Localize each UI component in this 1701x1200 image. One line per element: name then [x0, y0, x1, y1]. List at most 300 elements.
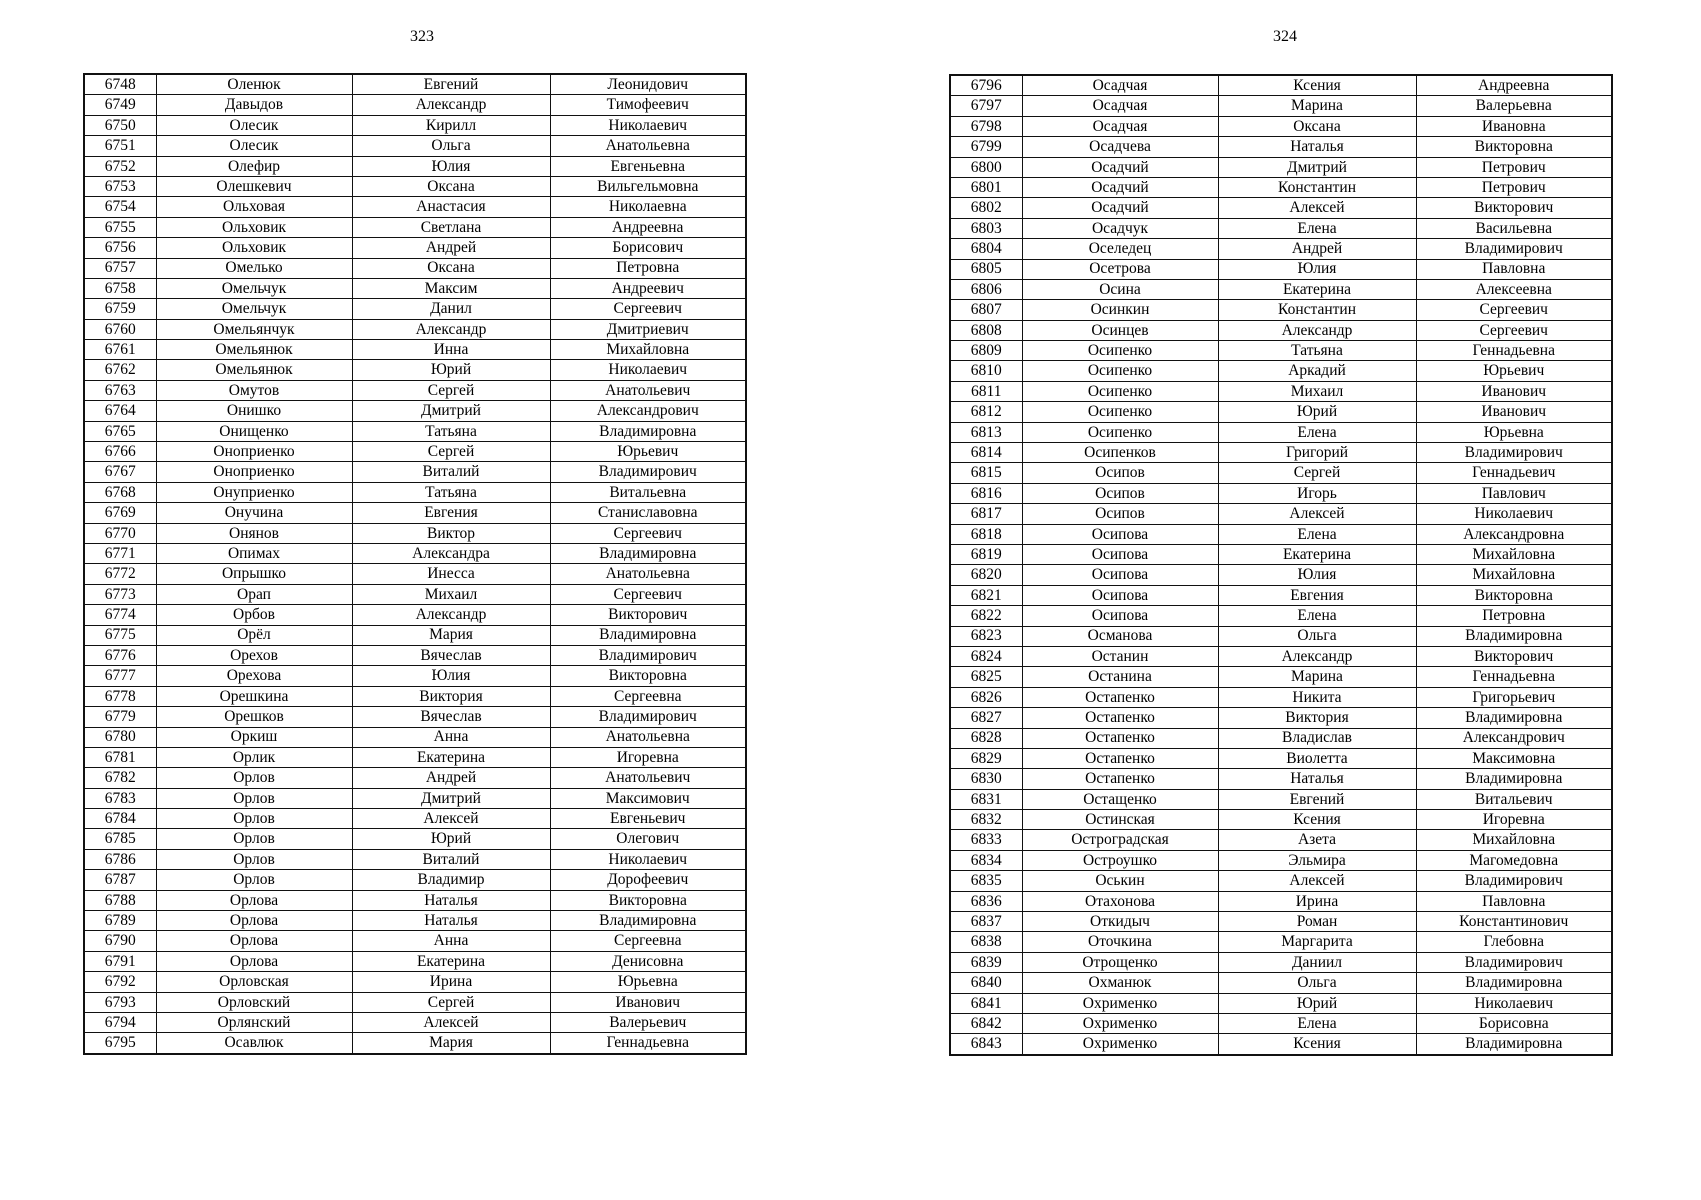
- patronymic-cell: Николаевич: [550, 115, 746, 135]
- row-number: 6789: [84, 911, 156, 931]
- first-name-cell: Кирилл: [352, 115, 550, 135]
- row-number: 6824: [950, 646, 1022, 666]
- table-row: [950, 361, 1612, 381]
- row-number: 6781: [84, 747, 156, 767]
- table-row: [950, 789, 1612, 809]
- surname-cell: Откидыч: [1022, 912, 1218, 932]
- table-row: [84, 156, 746, 176]
- row-number: 6777: [84, 666, 156, 686]
- table-row: [84, 645, 746, 665]
- table-row: [950, 300, 1612, 320]
- row-number: 6805: [950, 259, 1022, 279]
- first-name-cell: Ксения: [1218, 1034, 1416, 1055]
- surname-cell: Охрименко: [1022, 993, 1218, 1013]
- patronymic-cell: Андреевна: [550, 217, 746, 237]
- first-name-cell: Екатерина: [1218, 279, 1416, 299]
- first-name-cell: Григорий: [1218, 443, 1416, 463]
- first-name-cell: Анастасия: [352, 197, 550, 217]
- surname-cell: Онищенко: [156, 421, 352, 441]
- first-name-cell: Андрей: [352, 238, 550, 258]
- row-number: 6772: [84, 564, 156, 584]
- patronymic-cell: Юрьевна: [550, 972, 746, 992]
- row-number: 6832: [950, 810, 1022, 830]
- first-name-cell: Азета: [1218, 830, 1416, 850]
- row-number: 6808: [950, 320, 1022, 340]
- first-name-cell: Андрей: [352, 768, 550, 788]
- row-number: 6790: [84, 931, 156, 951]
- table-row: [950, 973, 1612, 993]
- first-name-cell: Мария: [352, 625, 550, 645]
- table-row: [84, 299, 746, 319]
- patronymic-cell: Евгеньевич: [550, 809, 746, 829]
- patronymic-cell: Николаевич: [550, 849, 746, 869]
- patronymic-cell: Александрович: [1416, 728, 1612, 748]
- table-row: [950, 544, 1612, 564]
- surname-cell: Онишко: [156, 401, 352, 421]
- table-row: [84, 74, 746, 95]
- first-name-cell: Владимир: [352, 870, 550, 890]
- table-row: [84, 1012, 746, 1032]
- row-number: 6814: [950, 443, 1022, 463]
- row-number: 6841: [950, 993, 1022, 1013]
- surname-cell: Осипенко: [1022, 402, 1218, 422]
- surname-cell: Охманюк: [1022, 973, 1218, 993]
- first-name-cell: Сергей: [1218, 463, 1416, 483]
- first-name-cell: Александр: [352, 605, 550, 625]
- patronymic-cell: Станиславовна: [550, 503, 746, 523]
- table-row: [84, 972, 746, 992]
- patronymic-cell: Викторович: [1416, 198, 1612, 218]
- patronymic-cell: Михайловна: [550, 340, 746, 360]
- first-name-cell: Юрий: [352, 829, 550, 849]
- patronymic-cell: Павловна: [1416, 891, 1612, 911]
- surname-cell: Орлова: [156, 890, 352, 910]
- patronymic-cell: Владимирович: [1416, 952, 1612, 972]
- table-row: [950, 259, 1612, 279]
- first-name-cell: Татьяна: [352, 421, 550, 441]
- table-row: [950, 1034, 1612, 1055]
- first-name-cell: Маргарита: [1218, 932, 1416, 952]
- patronymic-cell: Викторовна: [1416, 137, 1612, 157]
- patronymic-cell: Владимирович: [1416, 443, 1612, 463]
- table-row: [950, 422, 1612, 442]
- first-name-cell: Сергей: [352, 442, 550, 462]
- surname-cell: Оточкина: [1022, 932, 1218, 952]
- row-number: 6817: [950, 504, 1022, 524]
- patronymic-cell: Иванович: [1416, 381, 1612, 401]
- patronymic-cell: Валерьевна: [1416, 96, 1612, 116]
- surname-cell: Осипова: [1022, 565, 1218, 585]
- table-row: [950, 871, 1612, 891]
- patronymic-cell: Анатольевич: [550, 768, 746, 788]
- surname-cell: Орехова: [156, 666, 352, 686]
- first-name-cell: Сергей: [352, 380, 550, 400]
- row-number: 6770: [84, 523, 156, 543]
- surname-cell: Охрименко: [1022, 1034, 1218, 1055]
- first-name-cell: Оксана: [1218, 116, 1416, 136]
- row-number: 6752: [84, 156, 156, 176]
- patronymic-cell: Геннадьевна: [1416, 667, 1612, 687]
- row-number: 6779: [84, 707, 156, 727]
- patronymic-cell: Павловна: [1416, 259, 1612, 279]
- patronymic-cell: Александровна: [1416, 524, 1612, 544]
- row-number: 6791: [84, 951, 156, 971]
- row-number: 6842: [950, 1013, 1022, 1033]
- table-row: [84, 278, 746, 298]
- patronymic-cell: Владимировна: [550, 421, 746, 441]
- table-row: [84, 707, 746, 727]
- table-row: [84, 788, 746, 808]
- surname-cell: Олешкевич: [156, 176, 352, 196]
- table-row: [84, 747, 746, 767]
- first-name-cell: Екатерина: [352, 951, 550, 971]
- first-name-cell: Александр: [1218, 646, 1416, 666]
- row-number: 6835: [950, 871, 1022, 891]
- left-page: [0, 0, 850, 1200]
- surname-cell: Остащенко: [1022, 789, 1218, 809]
- first-name-cell: Дмитрий: [1218, 157, 1416, 177]
- table-row: [950, 708, 1612, 728]
- row-number: 6769: [84, 503, 156, 523]
- patronymic-cell: Владимировна: [1416, 973, 1612, 993]
- patronymic-cell: Алексеевна: [1416, 279, 1612, 299]
- table-row: [84, 727, 746, 747]
- surname-cell: Онучина: [156, 503, 352, 523]
- surname-cell: Олефир: [156, 156, 352, 176]
- row-number: 6786: [84, 849, 156, 869]
- table-row: [950, 75, 1612, 96]
- row-number: 6825: [950, 667, 1022, 687]
- patronymic-cell: Валерьевич: [550, 1012, 746, 1032]
- patronymic-cell: Петрович: [1416, 157, 1612, 177]
- first-name-cell: Анна: [352, 931, 550, 951]
- row-number: 6748: [84, 74, 156, 95]
- patronymic-cell: Анатольевна: [550, 136, 746, 156]
- patronymic-cell: Владимирович: [550, 707, 746, 727]
- first-name-cell: Юлия: [352, 666, 550, 686]
- row-number: 6773: [84, 584, 156, 604]
- surname-cell: Остапенко: [1022, 748, 1218, 768]
- table-row: [84, 809, 746, 829]
- surname-cell: Оськин: [1022, 871, 1218, 891]
- register-table: [949, 74, 1613, 1056]
- surname-cell: Орловский: [156, 992, 352, 1012]
- patronymic-cell: Дмитриевич: [550, 319, 746, 339]
- table-row: [950, 320, 1612, 340]
- row-number: 6807: [950, 300, 1022, 320]
- row-number: 6813: [950, 422, 1022, 442]
- surname-cell: Орлова: [156, 951, 352, 971]
- surname-cell: Орехов: [156, 645, 352, 665]
- first-name-cell: Никита: [1218, 687, 1416, 707]
- surname-cell: Осипенков: [1022, 443, 1218, 463]
- table-row: [950, 993, 1612, 1013]
- surname-cell: Осадчая: [1022, 75, 1218, 96]
- first-name-cell: Михаил: [1218, 381, 1416, 401]
- first-name-cell: Ксения: [1218, 75, 1416, 96]
- table-row: [84, 1033, 746, 1054]
- first-name-cell: Виолетта: [1218, 748, 1416, 768]
- row-number: 6755: [84, 217, 156, 237]
- first-name-cell: Юрий: [1218, 402, 1416, 422]
- table-row: [84, 319, 746, 339]
- first-name-cell: Елена: [1218, 1013, 1416, 1033]
- row-number: 6811: [950, 381, 1022, 401]
- row-number: 6829: [950, 748, 1022, 768]
- surname-cell: Осипенко: [1022, 341, 1218, 361]
- first-name-cell: Алексей: [1218, 871, 1416, 891]
- surname-cell: Осипенко: [1022, 361, 1218, 381]
- surname-cell: Осадчий: [1022, 198, 1218, 218]
- row-number: 6766: [84, 442, 156, 462]
- surname-cell: Осипов: [1022, 463, 1218, 483]
- row-number: 6836: [950, 891, 1022, 911]
- surname-cell: Орлов: [156, 829, 352, 849]
- table-row: [950, 463, 1612, 483]
- patronymic-cell: Дорофеевич: [550, 870, 746, 890]
- patronymic-cell: Борисович: [550, 238, 746, 258]
- first-name-cell: Роман: [1218, 912, 1416, 932]
- patronymic-cell: Магомедовна: [1416, 850, 1612, 870]
- row-number: 6753: [84, 176, 156, 196]
- right-page: [851, 0, 1701, 1200]
- row-number: 6833: [950, 830, 1022, 850]
- surname-cell: Отахонова: [1022, 891, 1218, 911]
- row-number: 6827: [950, 708, 1022, 728]
- row-number: 6837: [950, 912, 1022, 932]
- surname-cell: Осадчий: [1022, 177, 1218, 197]
- patronymic-cell: Сергеевич: [550, 523, 746, 543]
- row-number: 6838: [950, 932, 1022, 952]
- surname-cell: Оркиш: [156, 727, 352, 747]
- patronymic-cell: Максимовна: [1416, 748, 1612, 768]
- first-name-cell: Ксения: [1218, 810, 1416, 830]
- patronymic-cell: Владимировна: [1416, 769, 1612, 789]
- table-row: [84, 931, 746, 951]
- row-number: 6759: [84, 299, 156, 319]
- patronymic-cell: Денисовна: [550, 951, 746, 971]
- first-name-cell: Александр: [352, 95, 550, 115]
- table-row: [950, 341, 1612, 361]
- table-row: [84, 136, 746, 156]
- patronymic-cell: Владимирович: [550, 645, 746, 665]
- first-name-cell: Виктор: [352, 523, 550, 543]
- table-row: [950, 912, 1612, 932]
- surname-cell: Осетрова: [1022, 259, 1218, 279]
- row-number: 6828: [950, 728, 1022, 748]
- row-number: 6754: [84, 197, 156, 217]
- first-name-cell: Вячеслав: [352, 707, 550, 727]
- row-number: 6809: [950, 341, 1022, 361]
- table-row: [84, 870, 746, 890]
- first-name-cell: Юлия: [352, 156, 550, 176]
- surname-cell: Остапенко: [1022, 769, 1218, 789]
- patronymic-cell: Константинович: [1416, 912, 1612, 932]
- table-row: [84, 421, 746, 441]
- patronymic-cell: Владимировна: [1416, 1034, 1612, 1055]
- first-name-cell: Алексей: [1218, 198, 1416, 218]
- surname-cell: Орешкина: [156, 686, 352, 706]
- surname-cell: Орлова: [156, 931, 352, 951]
- patronymic-cell: Николаевна: [550, 197, 746, 217]
- first-name-cell: Александра: [352, 543, 550, 563]
- surname-cell: Осадчук: [1022, 218, 1218, 238]
- table-row: [950, 218, 1612, 238]
- first-name-cell: Светлана: [352, 217, 550, 237]
- patronymic-cell: Глебовна: [1416, 932, 1612, 952]
- first-name-cell: Елена: [1218, 218, 1416, 238]
- surname-cell: Орбов: [156, 605, 352, 625]
- table-row: [84, 523, 746, 543]
- table-row: [950, 810, 1612, 830]
- surname-cell: Орлик: [156, 747, 352, 767]
- table-row: [950, 646, 1612, 666]
- surname-cell: Олесик: [156, 115, 352, 135]
- first-name-cell: Аркадий: [1218, 361, 1416, 381]
- row-number: 6810: [950, 361, 1022, 381]
- first-name-cell: Екатерина: [1218, 544, 1416, 564]
- first-name-cell: Юрий: [352, 360, 550, 380]
- first-name-cell: Виталий: [352, 849, 550, 869]
- patronymic-cell: Николаевич: [550, 360, 746, 380]
- first-name-cell: Юрий: [1218, 993, 1416, 1013]
- first-name-cell: Екатерина: [352, 747, 550, 767]
- row-number: 6802: [950, 198, 1022, 218]
- row-number: 6783: [84, 788, 156, 808]
- row-number: 6843: [950, 1034, 1022, 1055]
- row-number: 6803: [950, 218, 1022, 238]
- table-row: [84, 462, 746, 482]
- table-row: [950, 769, 1612, 789]
- patronymic-cell: Витальевна: [550, 482, 746, 502]
- row-number: 6768: [84, 482, 156, 502]
- first-name-cell: Инесса: [352, 564, 550, 584]
- first-name-cell: Ирина: [352, 972, 550, 992]
- patronymic-cell: Борисовна: [1416, 1013, 1612, 1033]
- table-row: [950, 1013, 1612, 1033]
- first-name-cell: Евгения: [352, 503, 550, 523]
- surname-cell: Осинцев: [1022, 320, 1218, 340]
- table-row: [950, 952, 1612, 972]
- table-row: [84, 890, 746, 910]
- row-number: 6750: [84, 115, 156, 135]
- first-name-cell: Елена: [1218, 606, 1416, 626]
- row-number: 6780: [84, 727, 156, 747]
- row-number: 6763: [84, 380, 156, 400]
- patronymic-cell: Игоревна: [550, 747, 746, 767]
- patronymic-cell: Владимировна: [1416, 708, 1612, 728]
- patronymic-cell: Тимофеевич: [550, 95, 746, 115]
- table-row: [950, 483, 1612, 503]
- row-number: 6806: [950, 279, 1022, 299]
- surname-cell: Остапенко: [1022, 687, 1218, 707]
- row-number: 6784: [84, 809, 156, 829]
- table-row: [84, 666, 746, 686]
- patronymic-cell: Геннадьевна: [1416, 341, 1612, 361]
- table-row: [84, 95, 746, 115]
- patronymic-cell: Владимировна: [550, 543, 746, 563]
- surname-cell: Омельчук: [156, 299, 352, 319]
- patronymic-cell: Михайловна: [1416, 565, 1612, 585]
- surname-cell: Орлов: [156, 870, 352, 890]
- first-name-cell: Оксана: [352, 176, 550, 196]
- surname-cell: Осипенко: [1022, 422, 1218, 442]
- page-number: 324: [1273, 28, 1297, 45]
- first-name-cell: Андрей: [1218, 239, 1416, 259]
- first-name-cell: Евгений: [1218, 789, 1416, 809]
- surname-cell: Осипова: [1022, 585, 1218, 605]
- surname-cell: Остроградская: [1022, 830, 1218, 850]
- first-name-cell: Данил: [352, 299, 550, 319]
- surname-cell: Останин: [1022, 646, 1218, 666]
- patronymic-cell: Александрович: [550, 401, 746, 421]
- surname-cell: Омельянюк: [156, 340, 352, 360]
- row-number: 6792: [84, 972, 156, 992]
- table-row: [84, 238, 746, 258]
- table-row: [950, 443, 1612, 463]
- patronymic-cell: Витальевич: [1416, 789, 1612, 809]
- patronymic-cell: Анатольевич: [550, 380, 746, 400]
- surname-cell: Орлов: [156, 768, 352, 788]
- table-row: [84, 258, 746, 278]
- first-name-cell: Мария: [352, 1033, 550, 1054]
- surname-cell: Охрименко: [1022, 1013, 1218, 1033]
- surname-cell: Орлов: [156, 849, 352, 869]
- patronymic-cell: Викторович: [550, 605, 746, 625]
- table-row: [950, 524, 1612, 544]
- table-row: [950, 279, 1612, 299]
- patronymic-cell: Вильгельмовна: [550, 176, 746, 196]
- row-number: 6816: [950, 483, 1022, 503]
- table-row: [84, 911, 746, 931]
- surname-cell: Осадчева: [1022, 137, 1218, 157]
- first-name-cell: Эльмира: [1218, 850, 1416, 870]
- surname-cell: Оленюк: [156, 74, 352, 95]
- table-row: [950, 177, 1612, 197]
- table-row: [84, 401, 746, 421]
- first-name-cell: Александр: [352, 319, 550, 339]
- table-row: [950, 748, 1612, 768]
- first-name-cell: Наталья: [1218, 769, 1416, 789]
- table-row: [950, 728, 1612, 748]
- patronymic-cell: Михайловна: [1416, 544, 1612, 564]
- patronymic-cell: Иванович: [1416, 402, 1612, 422]
- first-name-cell: Виктория: [1218, 708, 1416, 728]
- surname-cell: Осинкин: [1022, 300, 1218, 320]
- table-row: [84, 340, 746, 360]
- surname-cell: Осипов: [1022, 504, 1218, 524]
- surname-cell: Оноприенко: [156, 462, 352, 482]
- row-number: 6793: [84, 992, 156, 1012]
- surname-cell: Осипов: [1022, 483, 1218, 503]
- row-number: 6794: [84, 1012, 156, 1032]
- row-number: 6820: [950, 565, 1022, 585]
- surname-cell: Осипенко: [1022, 381, 1218, 401]
- row-number: 6776: [84, 645, 156, 665]
- first-name-cell: Вячеслав: [352, 645, 550, 665]
- row-number: 6778: [84, 686, 156, 706]
- row-number: 6812: [950, 402, 1022, 422]
- surname-cell: Давыдов: [156, 95, 352, 115]
- table-row: [84, 197, 746, 217]
- table-row: [950, 157, 1612, 177]
- first-name-cell: Алексей: [1218, 504, 1416, 524]
- first-name-cell: Виталий: [352, 462, 550, 482]
- table-row: [84, 176, 746, 196]
- surname-cell: Орлов: [156, 809, 352, 829]
- surname-cell: Осипова: [1022, 544, 1218, 564]
- surname-cell: Османова: [1022, 626, 1218, 646]
